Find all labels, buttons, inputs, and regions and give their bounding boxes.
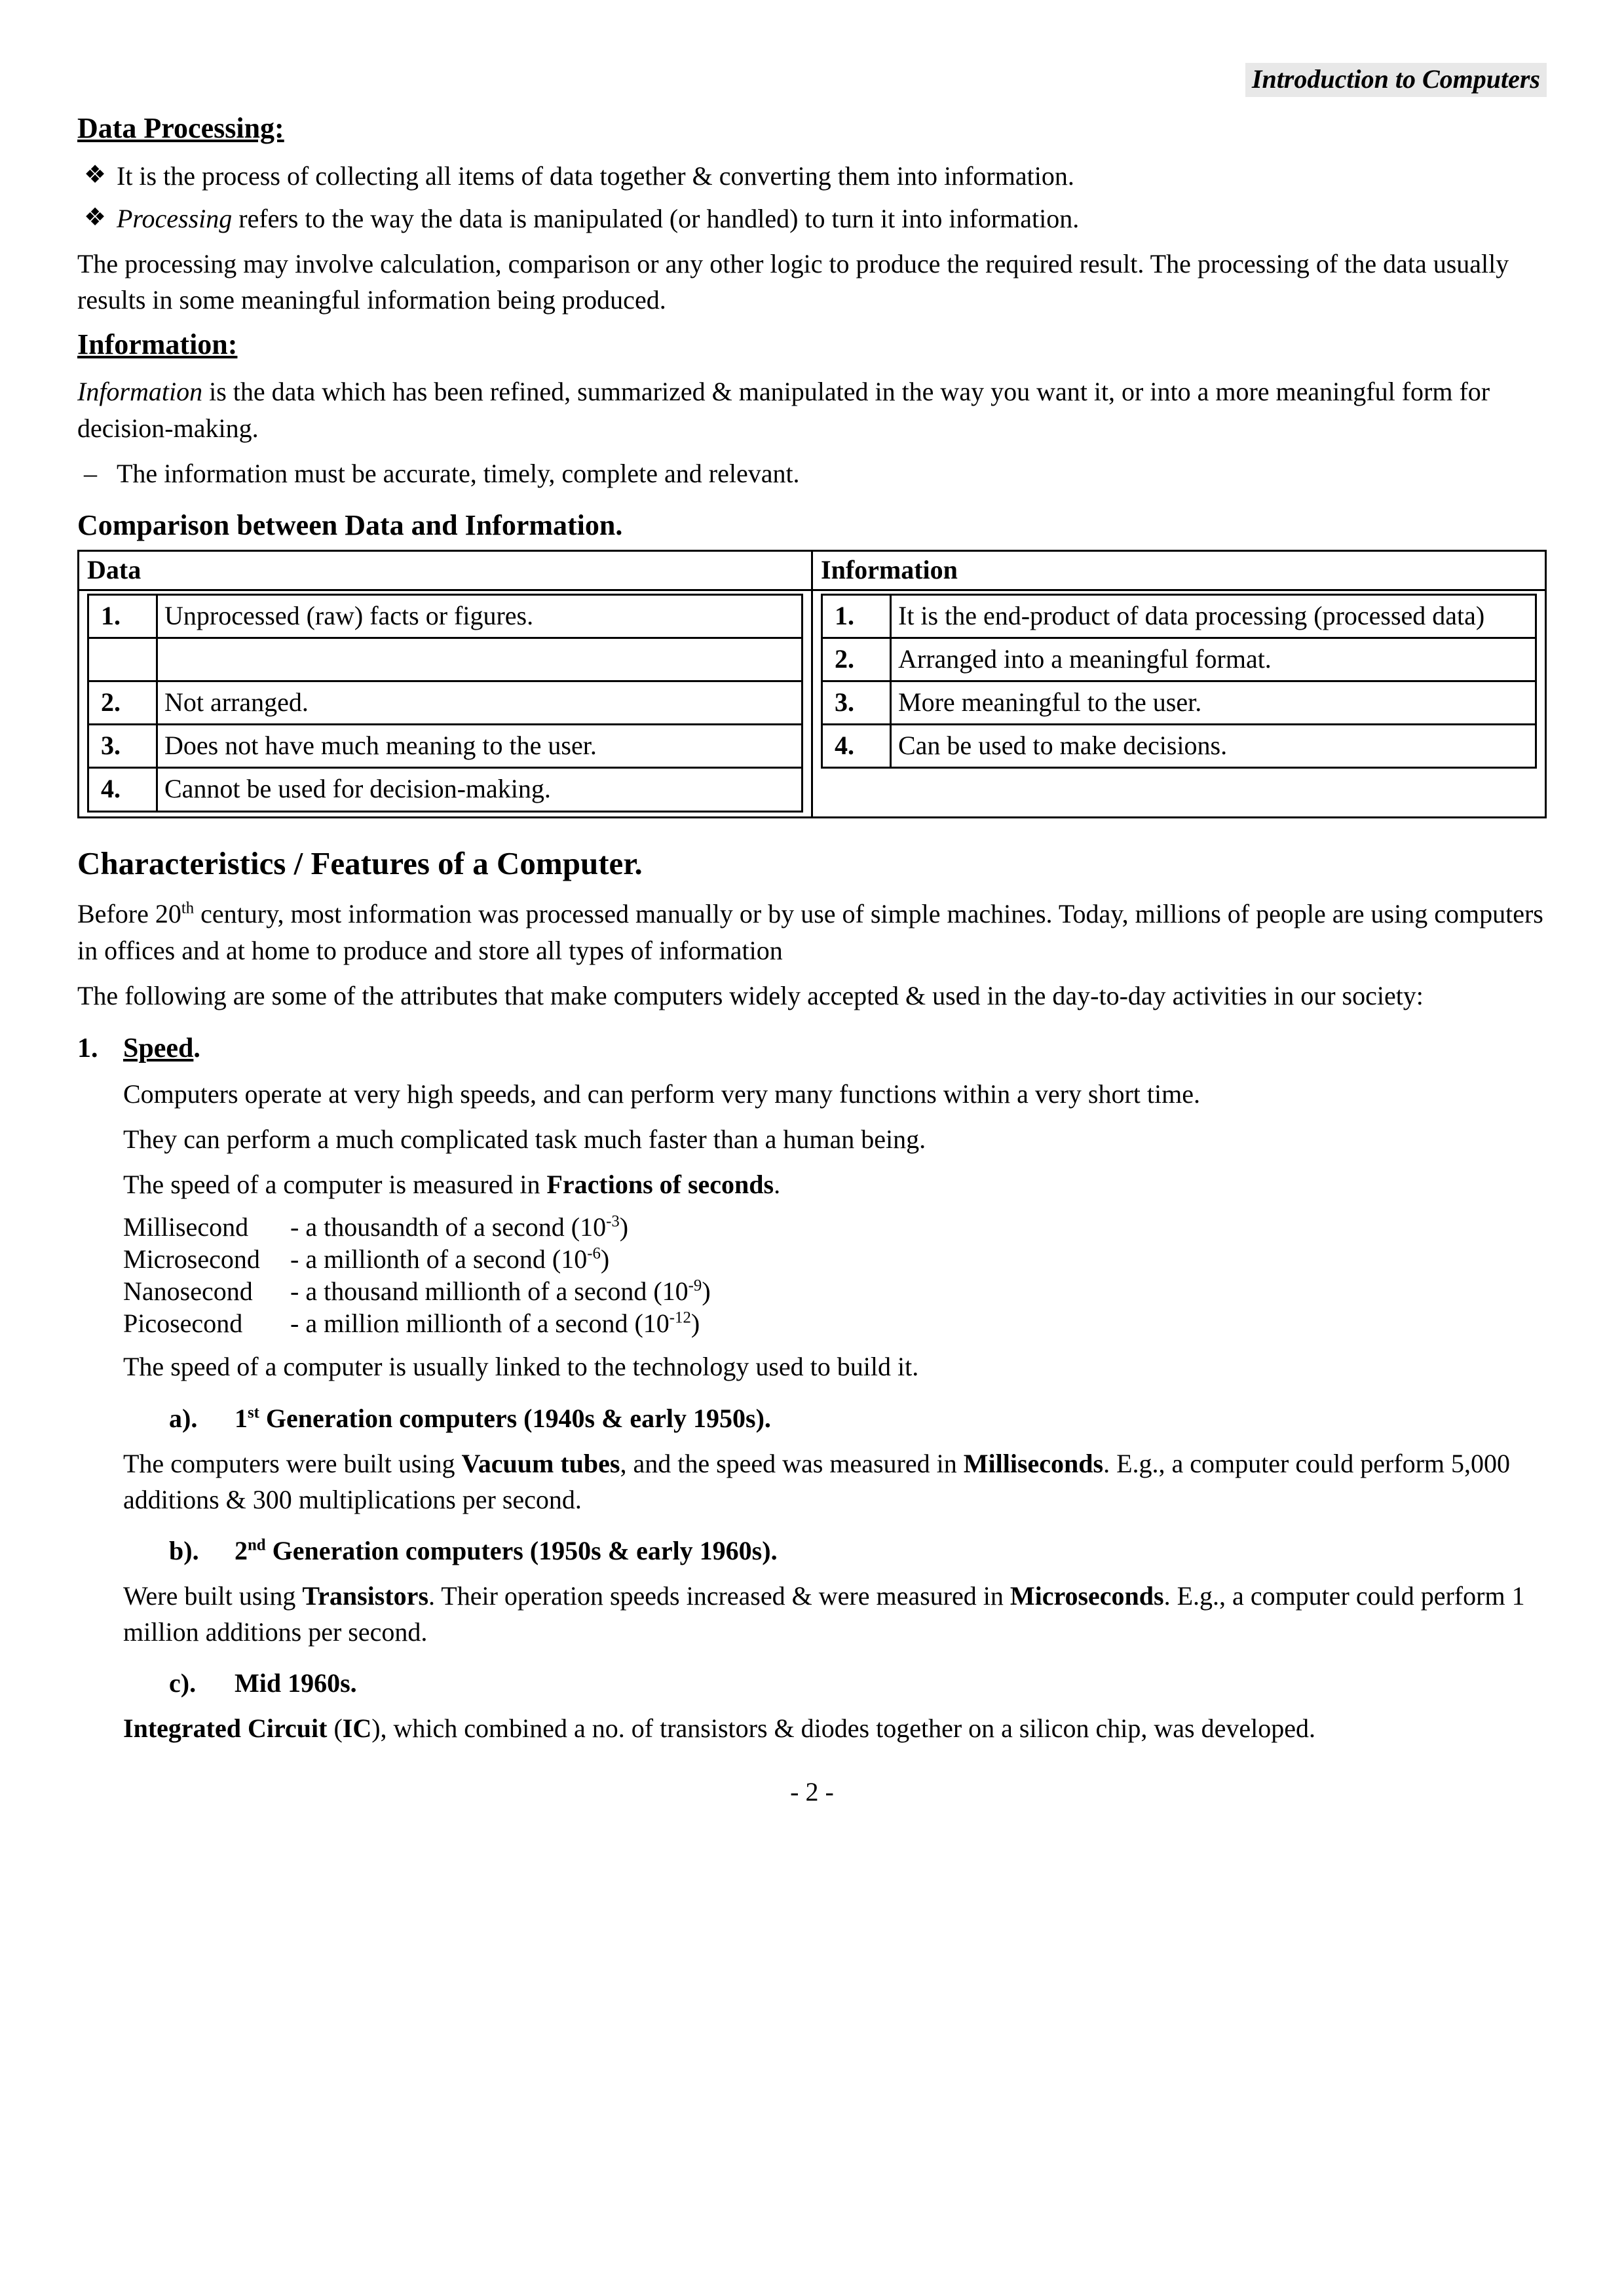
unit-desc-post: ) <box>690 1308 700 1338</box>
unit-name: Picosecond <box>123 1308 243 1338</box>
list-item <box>822 638 1536 681</box>
list-item <box>88 725 803 768</box>
list-number: 4. <box>88 768 157 811</box>
numbered-item-speed <box>77 1031 1547 1067</box>
list-text: Unprocessed (raw) facts or figures. <box>157 594 803 638</box>
item-number: 1. <box>77 1033 98 1063</box>
lettered-item-c-body <box>123 1710 1547 1746</box>
body-part-3: ), which combined a no. of transistors & diodes together on a silicon chip, was developed. <box>371 1713 1315 1744</box>
body-bold-1: Vacuum tubes <box>461 1448 620 1478</box>
item-title-underlined: Speed <box>123 1033 194 1063</box>
list-number: 2. <box>88 681 157 725</box>
list-item <box>88 768 803 811</box>
unit-desc-post: ) <box>600 1244 610 1274</box>
speed-p3-bold: Fractions of seconds <box>546 1169 774 1199</box>
item-letter: a). <box>169 1403 198 1433</box>
information-list <box>821 594 1537 769</box>
bullet-text <box>117 201 1547 237</box>
speed-paragraph-2: They can perform a much complicated task much faster than a human being. <box>123 1124 926 1154</box>
table-header-row <box>79 550 1546 590</box>
list-number: 3. <box>88 725 157 768</box>
item-title <box>235 1401 771 1436</box>
bullet-text: It is the process of collecting all items of data together & converting them into information. <box>117 161 1074 191</box>
title-pre: 2 <box>235 1535 248 1565</box>
list-number: 1. <box>822 594 891 638</box>
speed-paragraph-3 <box>123 1166 1547 1202</box>
title-post: Generation computers (1950s & early 1960s). <box>265 1535 778 1565</box>
unit-row <box>123 1244 1547 1276</box>
unit-name: Millisecond <box>123 1212 249 1242</box>
list-item-spacer <box>88 638 803 681</box>
list-text: More meaningful to the user. <box>891 681 1536 725</box>
body-part-2: , and the speed was measured in <box>620 1448 964 1478</box>
body-bold-2: IC <box>342 1713 372 1744</box>
list-text: Arranged into a meaningful format. <box>891 638 1536 681</box>
title-superscript: st <box>248 1404 259 1422</box>
list-number: 2. <box>822 638 891 681</box>
unit-desc-post: ) <box>619 1212 629 1242</box>
item-letter: c). <box>169 1668 197 1698</box>
bullet-item <box>77 201 1547 237</box>
body-part-2: ( <box>327 1713 343 1744</box>
page-header <box>77 63 1547 97</box>
unit-desc-post: ) <box>702 1276 711 1306</box>
bullet-rest: refers to the way the data is manipulated (or handled) to turn it into information. <box>232 203 1080 233</box>
title-post: Generation computers (1940s & early 1950s). <box>259 1403 771 1433</box>
body-bold-2: Microseconds <box>1010 1580 1164 1611</box>
characteristics-intro2: The following are some of the attributes that make computers widely accepted & used in the day-to-day activities in our society: <box>77 980 1424 1010</box>
comparison-table <box>77 550 1547 818</box>
characteristics-intro <box>77 896 1547 968</box>
item-title <box>235 1666 357 1701</box>
speed-p3-post: . <box>774 1169 781 1199</box>
unit-exponent: -12 <box>669 1309 691 1327</box>
title-pre: 1 <box>235 1403 248 1433</box>
lettered-item-a-body <box>123 1445 1547 1518</box>
unit-name: Microsecond <box>123 1244 260 1274</box>
unit-exponent: -6 <box>587 1244 601 1263</box>
table-row <box>79 590 1546 817</box>
unit-desc-pre: - a millionth of a second (10 <box>290 1244 588 1274</box>
body-part-3: . E.g., a computer could perform 5,000 additions & 300 multiplications per second. <box>123 1448 1511 1514</box>
list-item <box>822 594 1536 638</box>
page-footer: - 2 - <box>790 1777 834 1807</box>
title-superscript: nd <box>248 1536 266 1554</box>
dash-bullet-item <box>77 455 1547 491</box>
item-letter: b). <box>169 1535 199 1565</box>
heading-data-processing: Data Processing: <box>77 112 284 144</box>
cell-data-list <box>79 590 812 817</box>
column-header-data: Data <box>79 550 812 590</box>
list-number <box>88 638 157 681</box>
body-part-1: Were built using <box>123 1580 303 1611</box>
list-text: It is the end-product of data processing (processed data) <box>891 594 1536 638</box>
body-bold-2: Milliseconds <box>963 1448 1104 1478</box>
list-text: Cannot be used for decision-making. <box>157 768 803 811</box>
item-title <box>123 1031 200 1067</box>
heading-characteristics: Characteristics / Features of a Computer. <box>77 845 643 881</box>
cell-information-list <box>812 590 1546 817</box>
list-number: 4. <box>822 725 891 768</box>
unit-name: Nanosecond <box>123 1276 253 1306</box>
list-item <box>88 681 803 725</box>
intro-superscript: th <box>181 900 195 918</box>
bullet-item <box>77 158 1547 194</box>
list-text: Does not have much meaning to the user. <box>157 725 803 768</box>
body-bold-1: Integrated Circuit <box>123 1713 328 1744</box>
data-list <box>87 594 803 813</box>
lettered-item-b <box>169 1533 1547 1569</box>
item-title-tail: . <box>193 1033 200 1063</box>
lettered-item-a <box>169 1401 1547 1436</box>
unit-row <box>123 1308 1547 1340</box>
speed-units-list <box>123 1212 1547 1339</box>
information-definition <box>77 373 1547 446</box>
list-item <box>822 725 1536 768</box>
body-bold-1: Transistors <box>302 1580 429 1611</box>
header-title: Introduction to Computers <box>1245 63 1547 97</box>
column-header-information: Information <box>812 550 1546 590</box>
list-text: Can be used to make decisions. <box>891 725 1536 768</box>
speed-body <box>123 1076 1547 1747</box>
intro-part1: Before 20 <box>77 899 181 929</box>
unit-exponent: -9 <box>688 1276 702 1295</box>
list-text: Not arranged. <box>157 681 803 725</box>
information-emphasis: Information <box>77 377 203 407</box>
unit-desc-pre: - a million millionth of a second (10 <box>290 1308 670 1338</box>
unit-row <box>123 1276 1547 1308</box>
dash-bullet-text: The information must be accurate, timely, complete and relevant. <box>117 458 800 488</box>
information-rest: is the data which has been refined, summarized & manipulated in the way you want it, or into a more meaningful form for decision-making. <box>77 377 1490 443</box>
speed-paragraph-4: The speed of a computer is usually linked to the technology used to build it. <box>123 1352 919 1382</box>
unit-desc-pre: - a thousand millionth of a second (10 <box>290 1276 689 1306</box>
list-number: 1. <box>88 594 157 638</box>
unit-description <box>290 1308 1547 1340</box>
unit-exponent: -3 <box>606 1212 620 1231</box>
lettered-item-c <box>169 1666 1547 1701</box>
unit-description <box>290 1276 1547 1308</box>
speed-p3-pre: The speed of a computer is measured in <box>123 1169 547 1199</box>
unit-row <box>123 1212 1547 1244</box>
item-title <box>235 1533 778 1569</box>
list-item <box>88 594 803 638</box>
dash-bullet-icon: – <box>84 458 97 488</box>
unit-desc-pre: - a thousandth of a second (10 <box>290 1212 607 1242</box>
heading-comparison: Comparison between Data and Information. <box>77 508 623 541</box>
unit-description <box>290 1244 1547 1276</box>
diamond-bullet-icon: ❖ <box>84 203 107 231</box>
heading-information: Information: <box>77 328 238 360</box>
bullet-emphasis: Processing <box>117 203 233 233</box>
list-number: 3. <box>822 681 891 725</box>
title-post: Mid 1960s. <box>235 1668 357 1698</box>
data-processing-paragraph: The processing may involve calculation, comparison or any other logic to produce the required result. The processing of the data usually results in some meaningful information being produced. <box>77 249 1509 315</box>
list-text <box>157 638 803 681</box>
body-part-1: The computers were built using <box>123 1448 462 1478</box>
unit-description <box>290 1212 1547 1244</box>
list-item <box>822 681 1536 725</box>
intro-part2: century, most information was processed manually or by use of simple machines. Today, millions of people are using computers in offices and at home to produce and store all types of information <box>77 899 1543 965</box>
body-part-3: . E.g., a computer could perform 1 million additions per second. <box>123 1580 1525 1647</box>
diamond-bullet-icon: ❖ <box>84 161 107 189</box>
speed-paragraph-1: Computers operate at very high speeds, and can perform very many functions within a very short time. <box>123 1079 1200 1109</box>
lettered-item-b-body <box>123 1578 1547 1650</box>
body-part-2: . Their operation speeds increased & were measured in <box>428 1580 1010 1611</box>
